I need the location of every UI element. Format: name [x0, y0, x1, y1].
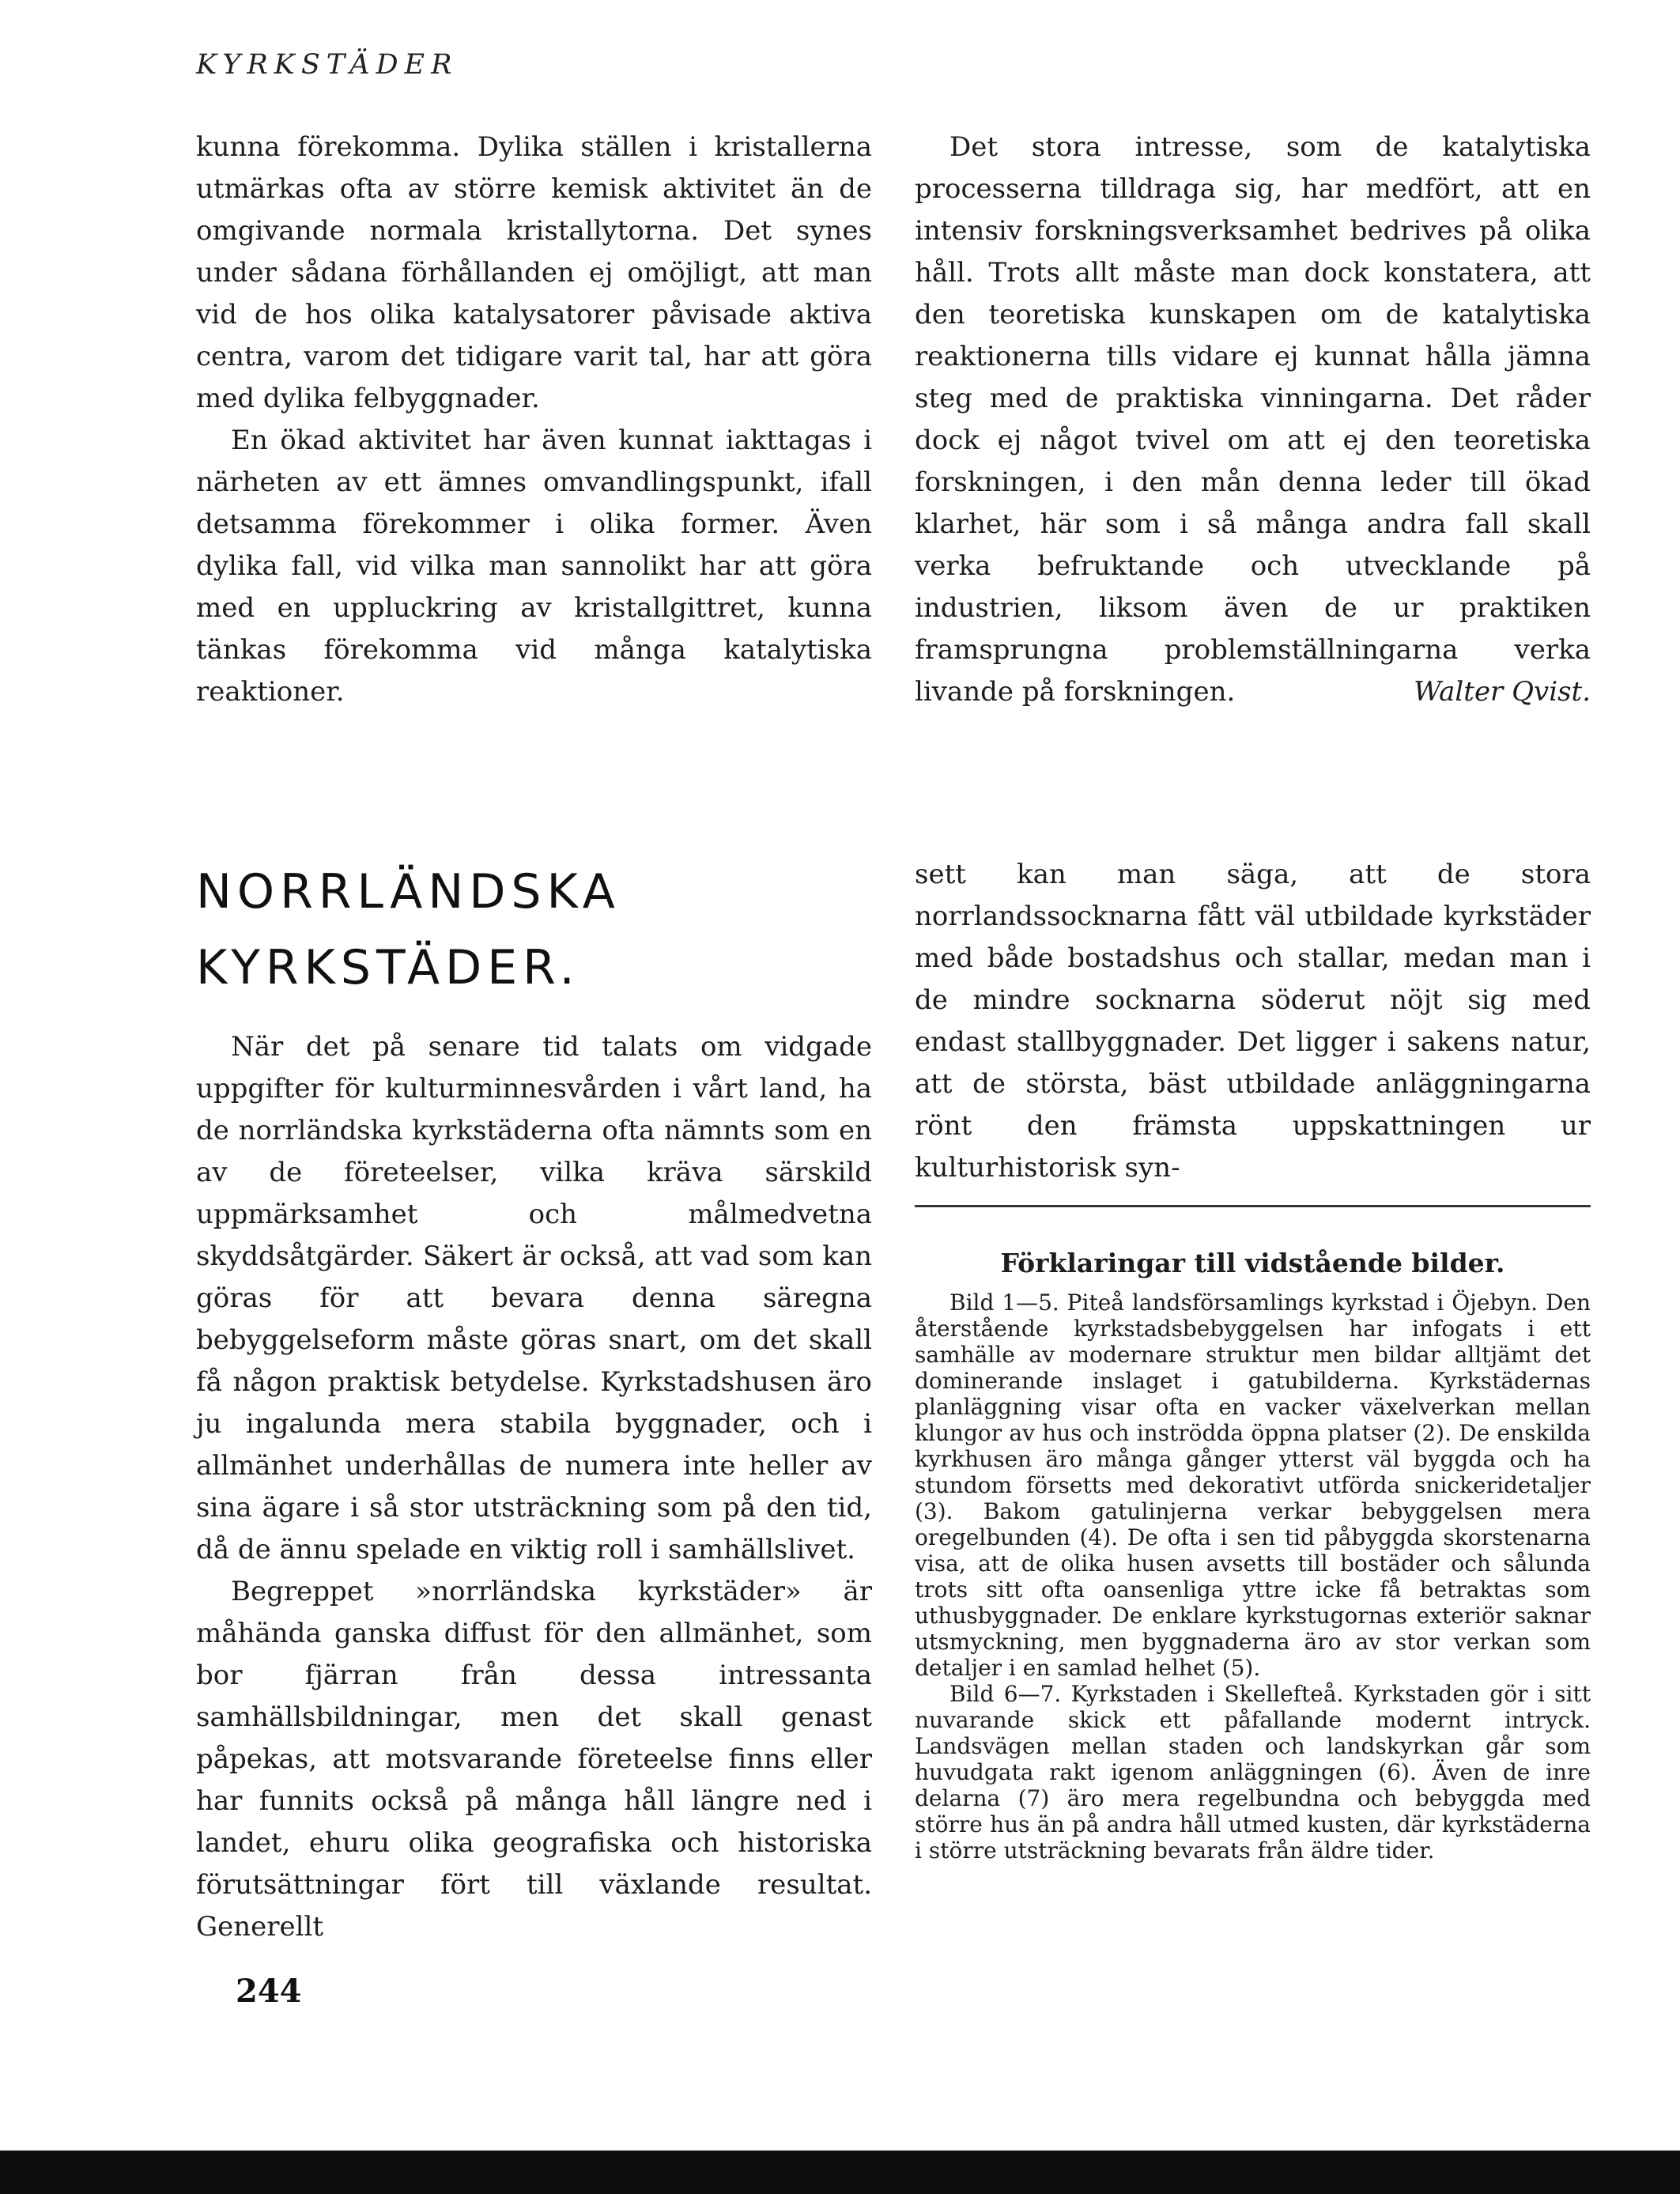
page-number: 244 — [236, 1973, 302, 2010]
running-head: KYRKSTÄDER — [196, 49, 459, 81]
scan-border — [0, 2151, 1680, 2194]
paragraph — [915, 127, 1591, 713]
article-title: NORRLÄNDSKA KYRKSTÄDER. — [196, 864, 621, 995]
paragraph: kunna förekomma. Dylika ställen i kristallerna utmärkas ofta av större kemisk aktivitet än de omgivande normala kristallytorna. Det synes under sådana förhållanden ej omöjligt, att man vid de hos olika katalysatorer påvisade aktiva centra, varom det tidigare varit tal, har att göra med dylika felbyggnader. — [196, 131, 872, 414]
paragraph: Begreppet »norrländska kyrkstäder» är måhända ganska diffust för den allmänhet, som bor fjärran från dessa intressanta samhällsbildningar, men det skall genast påpekas, att motsvarande företeelse finns eller har funnits också på många håll längre ned i landet, ehuru olika geografiska och historiska förutsättningar fört till växlande resultat. Generellt — [196, 1576, 872, 1943]
author-signature: Walter Qvist. — [1414, 676, 1591, 708]
caption: Bild 6—7. Kyrkstaden i Skellefteå. Kyrkstaden gör i sitt nuvarande skick ett påfallande modernt intryck. Landsvägen mellan staden och landskyrkan går som huvudgata rakt igenom anläggningen (6). Även de inre delarna (7) äro mera regelbundna och bebyggda med större hus än på andra håll utmed kusten, där kyrkstäderna i större utsträckning bevarats från äldre tider. — [915, 1681, 1591, 1864]
article-column-left — [196, 854, 872, 1948]
divider — [915, 1205, 1591, 1207]
paragraph: sett kan man säga, att de stora norrlandssocknarna fått väl utbildade kyrkstäder med både bostadshus och stallar, medan man i de mindre socknarna söderut nöjt sig med endast stallbyggnader. Det ligger i sakens natur, att de största, bäst utbildade anläggningarna rönt den främsta uppskattningen ur kulturhistorisk syn- — [915, 859, 1591, 1184]
top-right-column — [915, 127, 1591, 713]
article-column-right — [915, 854, 1591, 1864]
captions-block — [915, 1290, 1591, 1864]
paragraph: När det på senare tid talats om vidgade uppgifter för kulturminnesvården i vårt land, ha de norrländska kyrkstäderna ofta nämnts som en av de företeelser, vilka kräva särskild uppmärksamhet och målmedvetna skyddsåtgärder. Säkert är också, att vad som kan göras för att bevara denna säregna bebyggelseform måste göras snart, om det skall få någon praktisk betydelse. Kyrkstadshusen äro ju ingalunda mera stabila byggnader, och i allmänhet underhållas de numera inte heller av sina ägare i så stor utsträckning som på den tid, då de ännu spelade en viktig roll i samhällslivet. — [196, 1031, 872, 1565]
caption: Bild 1—5. Piteå landsförsamlings kyrkstad i Öjebyn. Den återstående kyrkstadsbebyggelsen har infogats i ett samhälle av modernare struktur men bildar alltjämt det dominerande inslaget i gatubilderna. Kyrkstädernas planläggning visar ofta en vacker växelverkan mellan klungor av hus och inströdda öppna platser (2). De enskilda kyrkhusen äro många gånger ytterst väl byggda och ha stundom försetts med dekorativt utförda snickeridetaljer (3). Bakom gatulinjerna verkar bebyggelsen mera oregelbunden (4). De ofta i sen tid påbyggda skorstenarna visa, att de olika husen avsetts till bostäder och sålunda trots sitt ofta oansenliga yttre icke få betraktas som uthusbyggnader. De enklare kyrkstugornas exteriör saknar utsmyckning, men byggnaderna äro av stor verkan som detaljer i en samlad helhet (5). — [915, 1290, 1591, 1681]
top-left-column — [196, 127, 872, 713]
captions-heading: Förklaringar till vidstående bilder. — [1000, 1248, 1505, 1278]
paragraph: En ökad aktivitet har även kunnat iakttagas i närheten av ett ämnes omvandlingspunkt, ifall detsamma förekommer i olika former. Även dylika fall, vid vilka man sannolikt har att göra med en uppluckring av kristallgittret, kunna tänkas förekomma vid många katalytiska reaktioner. — [196, 425, 872, 708]
paragraph-text: Det stora intresse, som de katalytiska processerna tilldraga sig, har medfört, att en intensiv forskningsverksamhet bedrives på olika håll. Trots allt måste man dock konstatera, att den teoretiska kunskapen om de katalytiska reaktionerna tills vidare ej kunnat hålla jämna steg med de praktiska vinningarna. Det råder dock ej något tvivel om att ej den teoretiska forskningen, i den mån denna leder till ökad klarhet, här som i så många andra fall skall verka befruktande och utvecklande på industrien, liksom även de ur praktiken framsprungna problemställningarna verka livande på forskningen. — [915, 131, 1591, 708]
